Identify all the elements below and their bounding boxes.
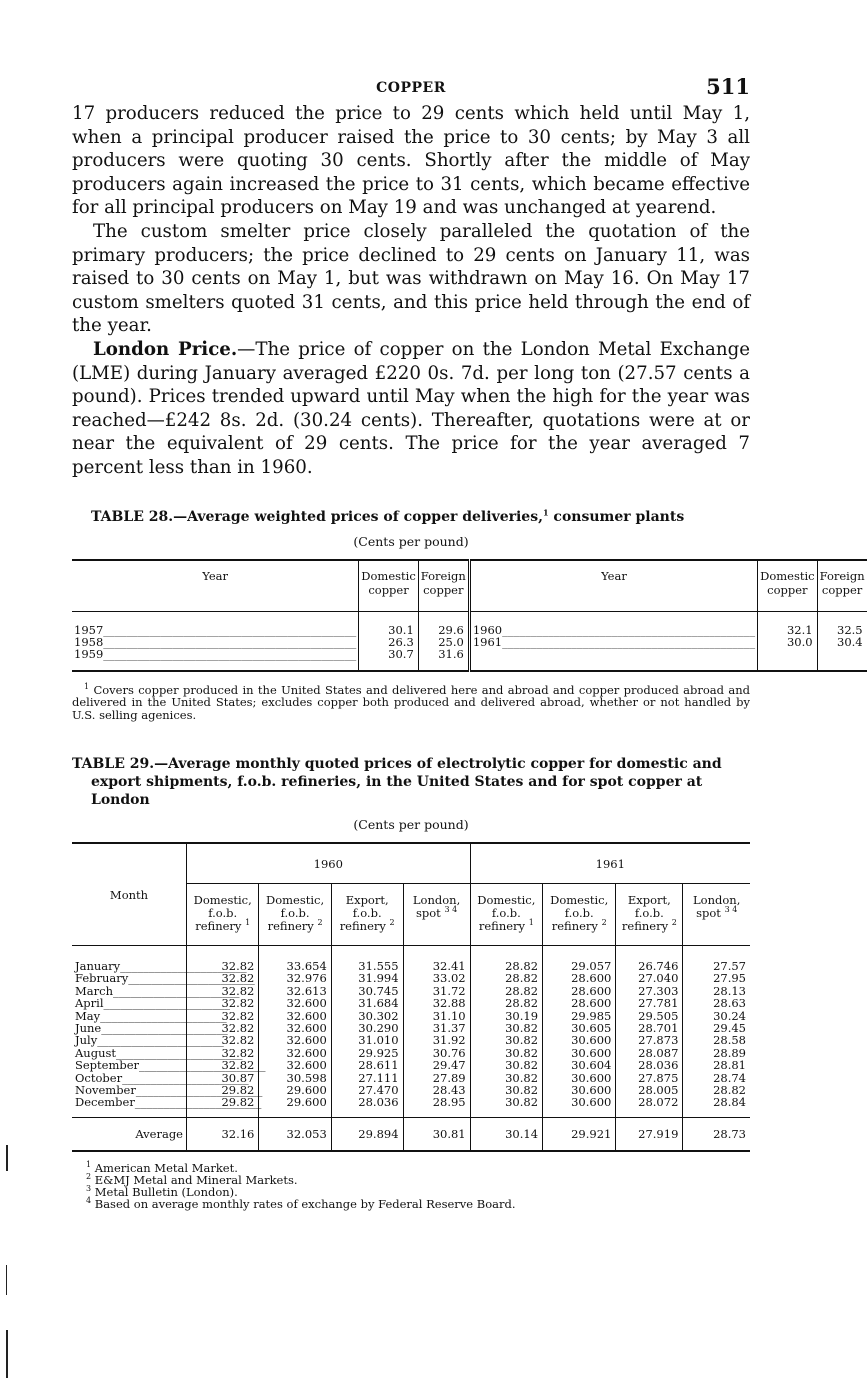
t29-value: 28.005 [616,1084,683,1096]
t29-value: 30.605 [543,1022,616,1034]
t29-average-value: 27.919 [616,1117,683,1151]
t29-value: 28.74 [683,1072,750,1084]
t29-value: 28.087 [616,1047,683,1059]
t28-year: 1957 _____ [72,611,359,636]
t29-month-header: Month [72,843,187,946]
t29-value: 29.505 [616,1010,683,1022]
t29-value: 27.040 [616,972,683,984]
t29-year-header-1960: 1960 [187,843,471,884]
london-price-heading: London Price. [93,338,238,360]
t29-value: 32.82 [187,997,259,1009]
margin-mark-3 [6,1330,8,1378]
t29-value: 30.87 [187,1072,259,1084]
t29-average-row [72,1117,750,1151]
t29-value: 30.604 [543,1059,616,1071]
t29-value: 28.89 [683,1047,750,1059]
t28-domestic-header-left: Domestic copper [359,560,419,612]
t28-value: 30.1 [359,611,419,636]
table-29-units: (Cents per pound) [353,817,469,832]
t29-column-header [187,884,259,946]
t29-value: 31.10 [403,1010,470,1022]
t29-value: 32.82 [187,1059,259,1071]
t29-value: 33.02 [403,972,470,984]
footnote-mark: 3 4 [444,905,458,915]
t29-value: 32.600 [259,1047,331,1059]
t29-footnote-text: Based on average monthly rates of exchange by Federal Reserve Board. [91,1197,516,1212]
t29-month: December _____ [72,1096,187,1117]
t29-column-header-label: Domestic, f.o.b. refinery [550,893,609,933]
paragraph-2: The custom smelter price closely paralleled the quotation of the primary producers; the price declined to 29 cents on January 11, was raised to 30 cents on May 1, but was withdrawn on May 16. On May 17 custom smelters quoted 31 cents, and this price held through the end of the year. [72,220,750,337]
t29-value: 27.873 [616,1034,683,1046]
paragraph-1: 17 producers reduced the price to 29 cents which held until May 1, when a principal producer raised the price to 30 cents; by May 3 all producers were quoting 30 cents. Shortly after the middle of May producers again increased the price to 31 cents, which became effective for all principal producers on May 19 and was unchanged at yearend. [72,103,750,219]
t29-value: 30.82 [470,1084,542,1096]
t29-value: 27.111 [331,1072,403,1084]
t29-value: 29.057 [543,946,616,973]
footnote-mark: 3 4 [724,905,738,915]
t29-value: 28.81 [683,1059,750,1071]
running-title: COPPER [376,80,446,96]
t28-year-header-left: Year [72,560,359,612]
table-row [72,1034,750,1046]
t29-value: 31.010 [331,1034,403,1046]
t29-month: January _____ [72,946,187,973]
t28-foreign-header-left: Foreign copper [418,560,469,612]
t29-value: 28.82 [683,1084,750,1096]
t29-column-header-label: Export, f.o.b. refinery [621,893,671,933]
table-29 [72,842,750,1152]
footnote-mark: 2 [601,918,607,928]
t29-value: 31.37 [403,1022,470,1034]
margin-mark-1 [6,1145,8,1171]
footnote-mark: 3 [86,1184,92,1194]
t29-value: 27.303 [616,985,683,997]
t29-value: 29.82 [187,1084,259,1096]
t28-empty-cell [469,648,757,671]
t29-value: 27.57 [683,946,750,973]
t29-average-label: Average [72,1117,187,1151]
paragraph-3 [72,338,750,480]
t29-value: 30.290 [331,1022,403,1034]
t29-column-header [331,884,403,946]
t29-average-value: 28.73 [683,1117,750,1151]
t29-value: 32.82 [187,1010,259,1022]
running-head [72,70,750,102]
table-29-title: TABLE 29.—Average monthly quoted prices of electrolytic copper for domestic and export shipments, f.o.b. refineries, in the United States and for spot copper at London [72,756,722,808]
t29-value: 32.82 [187,1022,259,1034]
footnote-mark: 4 [86,1196,92,1206]
t29-column-header-label: London, spot [412,893,461,920]
table-28-title-footnote-mark: 1 [542,506,549,517]
t29-value: 30.82 [470,1072,542,1084]
t29-value: 28.82 [470,946,542,973]
t29-month: September _____ [72,1059,187,1071]
t29-column-header-label: Domestic, f.o.b. refinery [266,893,325,933]
t29-column-header [616,884,683,946]
t29-value: 30.600 [543,1096,616,1117]
t29-value: 28.600 [543,985,616,997]
t29-value: 28.600 [543,997,616,1009]
t29-average-value: 29.894 [331,1117,403,1151]
t29-month: June _____ [72,1022,187,1034]
t29-value: 30.76 [403,1047,470,1059]
t29-value: 26.746 [616,946,683,973]
footnote-mark: 1 [84,681,90,691]
t29-value: 30.600 [543,1034,616,1046]
t29-value: 28.600 [543,972,616,984]
t29-value: 32.82 [187,946,259,973]
t29-value: 32.600 [259,1010,331,1022]
t29-value: 29.925 [331,1047,403,1059]
t29-month: March _____ [72,985,187,997]
t29-value: 32.82 [187,972,259,984]
t29-value: 27.875 [616,1072,683,1084]
t29-footnote-text: American Metal Market. [91,1161,238,1176]
table-row [72,1096,750,1117]
t29-column-header-label: London, spot [693,893,741,920]
table-28-title-text: TABLE 28.—Average weighted prices of copper deliveries, [91,508,543,525]
table-row [72,972,750,984]
t29-value: 30.82 [470,1034,542,1046]
t29-value: 32.600 [259,1034,331,1046]
t29-footnote-text: Metal Bulletin (London). [91,1185,238,1200]
t29-value: 32.613 [259,985,331,997]
t29-value: 31.555 [331,946,403,973]
t29-value: 31.72 [403,985,470,997]
t29-value: 29.600 [259,1096,331,1117]
t28-value: 32.1 [758,611,818,636]
t29-value: 32.82 [187,1034,259,1046]
t29-month: July _____ [72,1034,187,1046]
t29-column-header [470,884,542,946]
table-row [72,997,750,1009]
page [72,70,865,1212]
t29-average-value: 30.14 [470,1117,542,1151]
table-29-footnotes [72,1162,750,1210]
t29-value: 30.302 [331,1010,403,1022]
t29-value: 33.654 [259,946,331,973]
t29-average-value: 29.921 [543,1117,616,1151]
t29-value: 28.036 [616,1059,683,1071]
t29-month: August _____ [72,1047,187,1059]
footnote-mark: 1 [528,918,534,928]
t29-value: 29.600 [259,1084,331,1096]
t28-value: 25.0 [418,636,469,648]
footnote-mark: 2 [86,1172,92,1182]
t29-value: 29.47 [403,1059,470,1071]
t29-value: 29.45 [683,1022,750,1034]
t29-average-value: 32.053 [259,1117,331,1151]
t28-year: 1959 _____ [72,648,359,671]
t29-value: 29.985 [543,1010,616,1022]
t29-value: 32.600 [259,997,331,1009]
t28-year: 1958 _____ [72,636,359,648]
table-28-title [91,508,750,526]
t29-month: April _____ [72,997,187,1009]
table-28-footnote-text: Covers copper produced in the United States and delivered here and abroad and copper produced abroad and delivered in the United States; excludes copper both produced and delivered abroad, whether or not handled by U.S. selling agenices. [72,682,750,722]
t29-value: 27.95 [683,972,750,984]
t28-value: 32.5 [817,611,867,636]
t29-value: 28.95 [403,1096,470,1117]
t29-value: 31.994 [331,972,403,984]
footnote-mark: 1 [86,1160,92,1170]
table-row [72,611,867,636]
t28-domestic-header-right: Domestic copper [758,560,818,612]
t28-empty-cell [758,648,818,671]
t29-value: 27.781 [616,997,683,1009]
t29-value: 27.89 [403,1072,470,1084]
t29-column-header [403,884,470,946]
t28-value: 30.7 [359,648,419,671]
t29-value: 27.470 [331,1084,403,1096]
t29-month: May _____ [72,1010,187,1022]
t29-value: 30.82 [470,1022,542,1034]
t29-value: 31.92 [403,1034,470,1046]
t29-column-header-label: Domestic, f.o.b. refinery [477,893,536,933]
t29-value: 28.036 [331,1096,403,1117]
t29-value: 30.600 [543,1047,616,1059]
t29-column-header-label: Domestic, f.o.b. refinery [193,893,252,933]
t29-value: 30.82 [470,1059,542,1071]
t29-value: 28.701 [616,1022,683,1034]
t29-value: 30.82 [470,1047,542,1059]
t28-value: 31.6 [418,648,469,671]
t28-value: 26.3 [359,636,419,648]
table-28-units: (Cents per pound) [353,533,469,549]
paragraph-3-text: —The price of copper on the London Metal Exchange (LME) during January averaged £220 0s. 7d. per long ton (27.57 cents a pound). Prices trended upward until May when the high for the year was reached—£242 8s. 2d. (30.24 cents). Thereafter, quotations were at or near the equivalent of 29 cents. The price for the year averaged 7 percent less than in 1960. [72,338,750,478]
t29-value: 30.600 [543,1072,616,1084]
t29-value: 32.82 [187,1047,259,1059]
t29-value: 32.600 [259,1022,331,1034]
t29-column-header [543,884,616,946]
t28-year: 1961 _____ [469,636,757,648]
t28-value: 29.6 [418,611,469,636]
t29-average-value: 32.16 [187,1117,259,1151]
t29-value: 32.976 [259,972,331,984]
t29-value: 32.88 [403,997,470,1009]
t29-value: 32.600 [259,1059,331,1071]
table-row [72,636,867,648]
table-28 [72,559,867,672]
page-number: 511 [706,74,750,99]
t28-value: 30.0 [758,636,818,648]
t29-column-header [259,884,331,946]
t29-value: 31.684 [331,997,403,1009]
t28-year-header-right: Year [469,560,757,612]
t29-value: 28.072 [616,1096,683,1117]
t29-value: 28.82 [470,985,542,997]
t29-value: 30.598 [259,1072,331,1084]
margin-mark-2 [6,1265,7,1295]
table-row [72,946,750,973]
footnote-mark: 2 [389,918,395,928]
t29-footnote [86,1198,750,1210]
footnote-mark: 2 [317,918,323,928]
t29-body [72,946,750,1152]
t28-year: 1960 _____ [469,611,757,636]
t29-footnote-text: E&MJ Metal and Mineral Markets. [91,1173,298,1188]
t28-empty-cell [817,648,867,671]
t29-value: 28.13 [683,985,750,997]
t29-value: 30.24 [683,1010,750,1022]
t29-value: 30.19 [470,1010,542,1022]
t29-value: 30.82 [470,1096,542,1117]
t29-value: 28.82 [470,972,542,984]
t29-value: 28.611 [331,1059,403,1071]
footnote-mark: 2 [671,918,677,928]
t28-value: 30.4 [817,636,867,648]
table-28-footnote [72,681,750,722]
t29-column-header-label: Export, f.o.b. refinery [339,893,389,933]
t29-column-header [683,884,750,946]
table-row [72,1059,750,1071]
t29-value: 30.745 [331,985,403,997]
t29-value: 32.82 [187,985,259,997]
t29-value: 28.63 [683,997,750,1009]
t29-value: 30.600 [543,1084,616,1096]
t29-average-value: 30.81 [403,1117,470,1151]
t28-foreign-header-right: Foreign copper [817,560,867,612]
footnote-mark: 1 [245,918,251,928]
t29-month: February _____ [72,972,187,984]
t29-month: November _____ [72,1084,187,1096]
t29-value: 32.41 [403,946,470,973]
t29-value: 28.58 [683,1034,750,1046]
t29-value: 28.84 [683,1096,750,1117]
t29-value: 28.82 [470,997,542,1009]
table-row [72,648,867,671]
t29-value: 28.43 [403,1084,470,1096]
t29-value: 29.82 [187,1096,259,1117]
t29-year-header-1961: 1961 [470,843,750,884]
table-28-title-end: consumer plants [548,508,685,525]
t29-month: October _____ [72,1072,187,1084]
